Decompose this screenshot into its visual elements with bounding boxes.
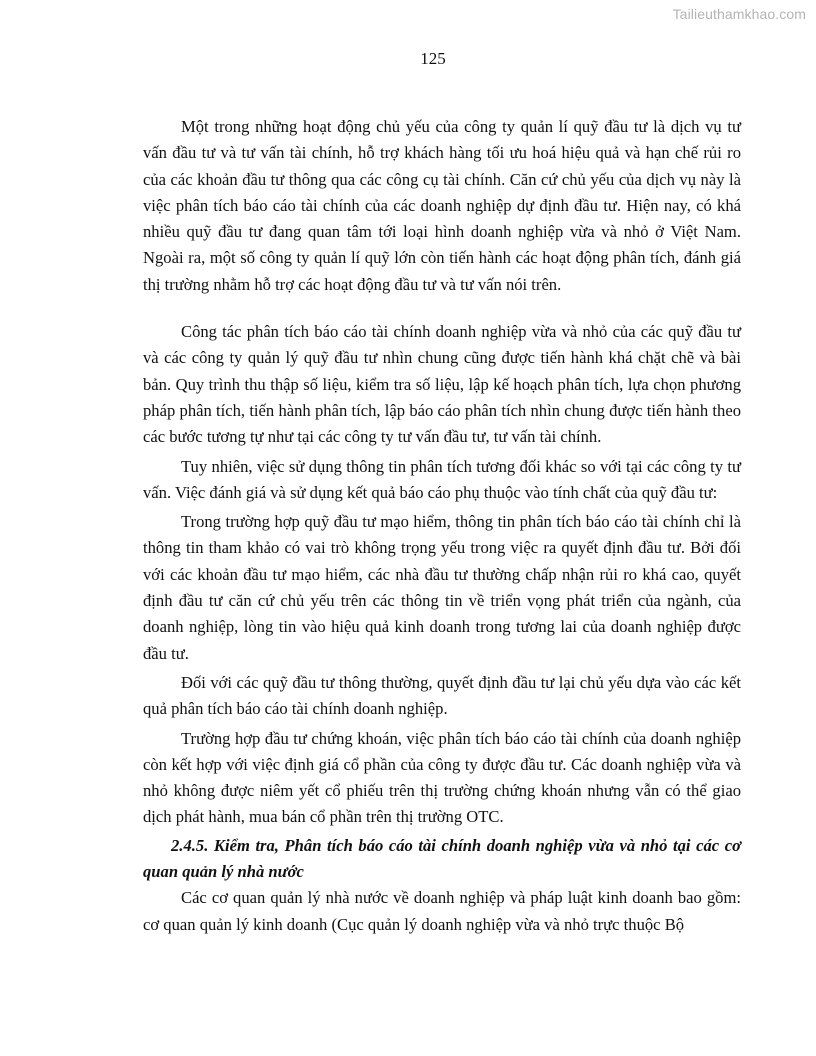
document-body	[143, 114, 741, 938]
paragraph-regular-funds: Đối với các quỹ đầu tư thông thường, quyết định đầu tư lại chủ yếu dựa vào các kết quả phân tích báo cáo tài chính doanh nghiệp.	[143, 672, 741, 719]
paragraph-venture-funds: Trong trường hợp quỹ đầu tư mạo hiểm, thông tin phân tích báo cáo tài chính chỉ là thông tin tham khảo có vai trò không trọng yếu trong việc ra quyết định đầu tư. Bởi đối với các khoản đầu tư mạo hiểm, các nhà đầu tư thường chấp nhận rủi ro khá cao, quyết định đầu tư căn cứ chủ yếu trên các thông tin về triển vọng phát triển của ngành, của doanh nghiệp, lòng tin vào hiệu quả kinh doanh trong tương lai của doanh nghiệp được đầu tư.	[143, 512, 741, 663]
paragraph-investment-advisory: Một trong những hoạt động chủ yếu của công ty quản lí quỹ đầu tư là dịch vụ tư vấn đầu tư và tư vấn tài chính, hỗ trợ khách hàng tối ưu hoá hiệu quả và hạn chế rủi ro của các khoản đầu tư thông qua các công cụ tài chính. Căn cứ chủ yếu của dịch vụ này là việc phân tích báo cáo tài chính của các doanh nghiệp dự định đầu tư. Hiện nay, có khá nhiều quỹ đầu tư đang quan tâm tới loại hình doanh nghiệp vừa và nhỏ ở Việt Nam. Ngoài ra, một số công ty quản lí quỹ lớn còn tiến hành các hoạt động phân tích, đánh giá thị trường nhằm hỗ trợ các hoạt động đầu tư và tư vấn nói trên.	[143, 117, 741, 294]
paragraph-analysis-process: Công tác phân tích báo cáo tài chính doanh nghiệp vừa và nhỏ của các quỹ đầu tư và các công ty quản lý quỹ đầu tư nhìn chung cũng được tiến hành khá chặt chẽ và bài bản. Quy trình thu thập số liệu, kiểm tra số liệu, lập kế hoạch phân tích, lựa chọn phương pháp phân tích, tiến hành phân tích, lập báo cáo phân tích nhìn chung được tiến hành theo các bước tương tự như tại các công ty tư vấn đầu tư, tư vấn tài chính.	[143, 322, 741, 447]
paragraph-securities-investment: Trường hợp đầu tư chứng khoán, việc phân tích báo cáo tài chính của doanh nghiệp còn kết hợp với việc định giá cổ phần của công ty được đầu tư. Các doanh nghiệp vừa và nhỏ không được niêm yết cổ phiếu trên thị trường chứng khoán nhưng vẫn có thể giao dịch phát hành, mua bán cổ phần trên thị trường OTC.	[143, 728, 741, 827]
section-heading: 2.4.5. Kiểm tra, Phân tích báo cáo tài chính doanh nghiệp vừa và nhỏ tại các cơ quan quản lý nhà nước	[143, 835, 741, 882]
paragraph-usage-differences: Tuy nhiên, việc sử dụng thông tin phân tích tương đối khác so với tại các công ty tư vấn. Việc đánh giá và sử dụng kết quả báo cáo phụ thuộc vào tính chất của quỹ đầu tư:	[143, 456, 741, 502]
paragraph-state-agencies: Các cơ quan quản lý nhà nước về doanh nghiệp và pháp luật kinh doanh bao gồm: cơ quan quản lý kinh doanh (Cục quản lý doanh nghiệp vừa và nhỏ trực thuộc Bộ	[143, 888, 741, 934]
page-number: 125	[420, 49, 446, 68]
watermark-text: Tailieuthamkhao.com	[672, 6, 806, 22]
